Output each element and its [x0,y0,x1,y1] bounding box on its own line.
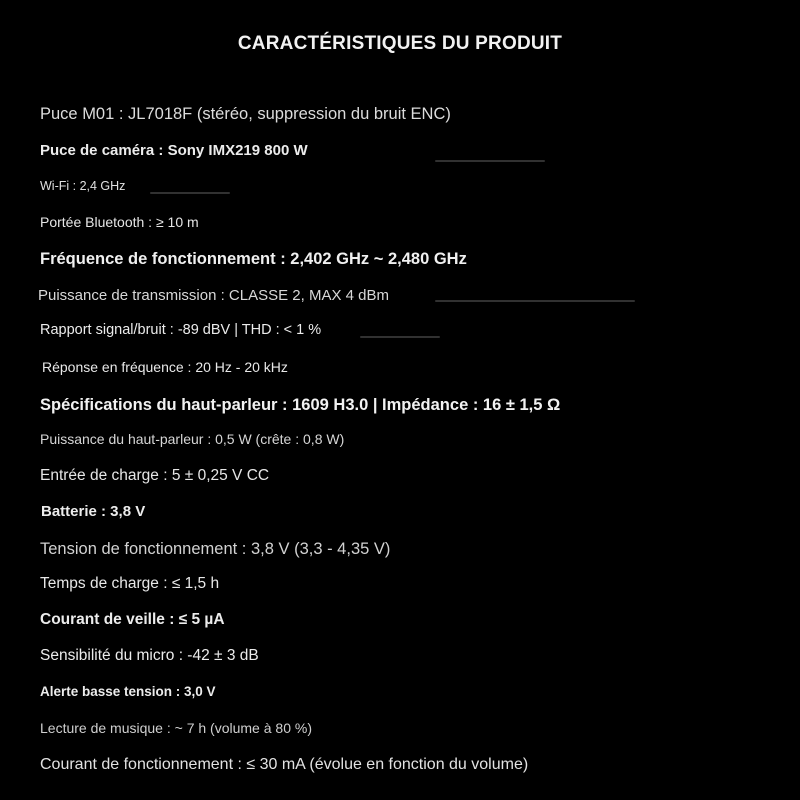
spec-camera-chip: Puce de caméra : Sony IMX219 800 W [40,142,308,159]
smudge-mark [150,192,230,194]
spec-music-playback: Lecture de musique : ~ 7 h (volume à 80 %) [40,720,312,736]
spec-charge-input: Entrée de charge : 5 ± 0,25 V CC [40,467,270,484]
smudge-mark [360,336,440,338]
smudge-mark [435,300,635,302]
spec-operating-voltage: Tension de fonctionnement : 3,8 V (3,3 - 4,35 V) [40,540,391,558]
spec-bluetooth-range: Portée Bluetooth : ≥ 10 m [40,214,199,230]
spec-frequency-response: Réponse en fréquence : 20 Hz - 20 kHz [42,359,288,375]
spec-wifi: Wi-Fi : 2,4 GHz [40,179,126,193]
spec-transmit-power: Puissance de transmission : CLASSE 2, MAX 4 dBm [38,287,389,304]
smudge-mark [435,160,545,162]
spec-standby-current: Courant de veille : ≤ 5 µA [40,611,225,628]
spec-snr: Rapport signal/bruit : -89 dBV | THD : < 1 % [40,322,322,338]
spec-speaker-power: Puissance du haut-parleur : 0,5 W (crête : 0,8 W) [40,431,345,447]
spec-mic-sensitivity: Sensibilité du micro : -42 ± 3 dB [40,647,259,664]
spec-chip: Puce M01 : JL7018F (stéréo, suppression du bruit ENC) [40,105,451,123]
spec-low-voltage-alert: Alerte basse tension : 3,0 V [40,684,216,699]
spec-speaker: Spécifications du haut-parleur : 1609 H3.0 | Impédance : 16 ± 1,5 Ω [40,396,561,414]
spec-battery: Batterie : 3,8 V [41,503,146,520]
spec-operating-current: Courant de fonctionnement : ≤ 30 mA (évolue en fonction du volume) [40,756,529,773]
spec-operating-frequency: Fréquence de fonctionnement : 2,402 GHz ~ 2,480 GHz [40,250,467,268]
spec-charge-time: Temps de charge : ≤ 1,5 h [40,575,220,592]
page-title: CARACTÉRISTIQUES DU PRODUIT [237,33,563,54]
